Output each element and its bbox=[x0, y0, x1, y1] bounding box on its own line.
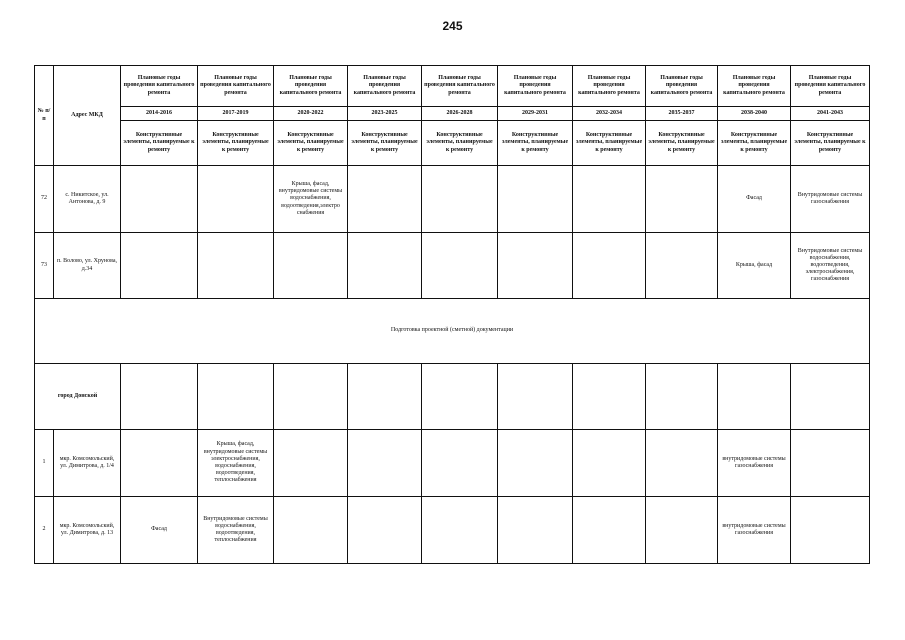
table-row bbox=[35, 430, 870, 497]
table-cell: внутридомовые системы газоснабжения bbox=[718, 430, 791, 497]
table-cell bbox=[498, 364, 573, 430]
elements-header: Конструктивные элементы, планируемые к ремонту bbox=[646, 121, 718, 166]
row-address: мкр. Комсомольский, ул. Димитрова, д. 13 bbox=[54, 497, 121, 564]
year-range: 2026-2028 bbox=[422, 107, 498, 121]
elements-header: Конструктивные элементы, планируемые к ремонту bbox=[198, 121, 274, 166]
elements-header: Конструктивные элементы, планируемые к ремонту bbox=[121, 121, 198, 166]
period-header: Плановые годы проведения капитального ремонта bbox=[718, 66, 791, 107]
elements-header: Конструктивные элементы, планируемые к ремонту bbox=[718, 121, 791, 166]
table-cell bbox=[198, 364, 274, 430]
year-range: 2032-2034 bbox=[573, 107, 646, 121]
table-cell bbox=[646, 166, 718, 233]
table-cell bbox=[121, 430, 198, 497]
table-cell bbox=[348, 497, 422, 564]
period-header: Плановые годы проведения капитального ремонта bbox=[791, 66, 870, 107]
row-number: 72 bbox=[35, 166, 54, 233]
elements-header: Конструктивные элементы, планируемые к ремонту bbox=[348, 121, 422, 166]
table-cell bbox=[498, 497, 573, 564]
col-addr-header: Адрес МКД bbox=[54, 66, 121, 166]
table-cell bbox=[348, 233, 422, 299]
period-header: Плановые годы проведения капитального ремонта bbox=[646, 66, 718, 107]
table-cell bbox=[274, 430, 348, 497]
year-range: 2041-2043 bbox=[791, 107, 870, 121]
table-cell bbox=[422, 364, 498, 430]
elements-header: Конструктивные элементы, планируемые к ремонту bbox=[274, 121, 348, 166]
table-cell bbox=[791, 430, 870, 497]
table-cell bbox=[498, 166, 573, 233]
page-number: 245 bbox=[442, 19, 463, 33]
header-row-elements bbox=[35, 121, 870, 166]
table-cell: Внутридомовые системы газоснабжения bbox=[791, 166, 870, 233]
table-cell bbox=[573, 233, 646, 299]
table-row bbox=[35, 233, 870, 299]
city-row bbox=[35, 364, 870, 430]
year-range: 2038-2040 bbox=[718, 107, 791, 121]
table-cell bbox=[274, 233, 348, 299]
table-cell bbox=[646, 497, 718, 564]
table-cell bbox=[348, 166, 422, 233]
table-cell bbox=[348, 364, 422, 430]
year-range: 2023-2025 bbox=[348, 107, 422, 121]
table-cell bbox=[573, 497, 646, 564]
period-header: Плановые годы проведения капитального ремонта bbox=[348, 66, 422, 107]
period-header: Плановые годы проведения капитального ремонта bbox=[573, 66, 646, 107]
table-cell bbox=[573, 364, 646, 430]
row-address: с. Никитское, ул. Антонова, д. 9 bbox=[54, 166, 121, 233]
row-number: 1 bbox=[35, 430, 54, 497]
table-cell bbox=[422, 497, 498, 564]
table-cell bbox=[348, 430, 422, 497]
table-cell bbox=[718, 364, 791, 430]
row-number: 73 bbox=[35, 233, 54, 299]
table-cell: Крыша, фасад, внутридомовые системы электроснабжения, водоснабжения, водоотведения, теплоснабжения bbox=[198, 430, 274, 497]
table-cell bbox=[498, 233, 573, 299]
table-cell: Внутридомовые системы водоснабжения, водоотведения, электроснабжения, газоснабжения bbox=[791, 233, 870, 299]
table-cell: Фасад bbox=[121, 497, 198, 564]
table-cell bbox=[121, 166, 198, 233]
header-row-years bbox=[35, 107, 870, 121]
year-range: 2029-2031 bbox=[498, 107, 573, 121]
table-cell: Внутридомовые системы водоснабжения, водоотведения, теплоснабжения bbox=[198, 497, 274, 564]
table-cell bbox=[198, 233, 274, 299]
row-number: 2 bbox=[35, 497, 54, 564]
city-title: город Донской bbox=[35, 364, 121, 430]
table-cell bbox=[646, 364, 718, 430]
section-row bbox=[35, 299, 870, 364]
table-cell: внутридомовые системы газоснабжения bbox=[718, 497, 791, 564]
table-cell bbox=[422, 430, 498, 497]
elements-header: Конструктивные элементы, планируемые к ремонту bbox=[791, 121, 870, 166]
elements-header: Конструктивные элементы, планируемые к ремонту bbox=[573, 121, 646, 166]
table-cell: Крыша, фасад bbox=[718, 233, 791, 299]
elements-header: Конструктивные элементы, планируемые к ремонту bbox=[498, 121, 573, 166]
table-cell bbox=[422, 166, 498, 233]
table-cell bbox=[121, 233, 198, 299]
table-cell bbox=[573, 166, 646, 233]
table-cell bbox=[274, 497, 348, 564]
table-cell bbox=[646, 233, 718, 299]
capital-repair-plan-table bbox=[34, 65, 870, 564]
year-range: 2014-2016 bbox=[121, 107, 198, 121]
table-row bbox=[35, 497, 870, 564]
col-num-header: № п/п bbox=[35, 66, 54, 166]
period-header: Плановые годы проведения капитального ремонта bbox=[422, 66, 498, 107]
period-header: Плановые годы проведения капитального ремонта bbox=[198, 66, 274, 107]
table-cell bbox=[198, 166, 274, 233]
table-cell: Крыша, фасад, внутридомовые системы водоснабжения, водоотведения,электро снабжения bbox=[274, 166, 348, 233]
row-address: мкр. Комсомольский, ул. Димитрова, д. 1/4 bbox=[54, 430, 121, 497]
period-header: Плановые годы проведения капитального ремонта bbox=[121, 66, 198, 107]
table-cell bbox=[646, 430, 718, 497]
period-header: Плановые годы проведения капитального ремонта bbox=[498, 66, 573, 107]
table-cell bbox=[498, 430, 573, 497]
header-row-periods bbox=[35, 66, 870, 107]
table-cell bbox=[274, 364, 348, 430]
table-cell bbox=[791, 364, 870, 430]
elements-header: Конструктивные элементы, планируемые к ремонту bbox=[422, 121, 498, 166]
year-range: 2035-2037 bbox=[646, 107, 718, 121]
year-range: 2020-2022 bbox=[274, 107, 348, 121]
table-cell bbox=[422, 233, 498, 299]
table-cell bbox=[791, 497, 870, 564]
table-cell bbox=[573, 430, 646, 497]
row-address: п. Волово, ул. Хрунова, д.34 bbox=[54, 233, 121, 299]
section-title: Подготовка проектной (сметной) документации bbox=[35, 299, 870, 364]
year-range: 2017-2019 bbox=[198, 107, 274, 121]
table-row bbox=[35, 166, 870, 233]
table-cell: Фасад bbox=[718, 166, 791, 233]
period-header: Плановые годы проведения капитального ремонта bbox=[274, 66, 348, 107]
table-cell bbox=[121, 364, 198, 430]
